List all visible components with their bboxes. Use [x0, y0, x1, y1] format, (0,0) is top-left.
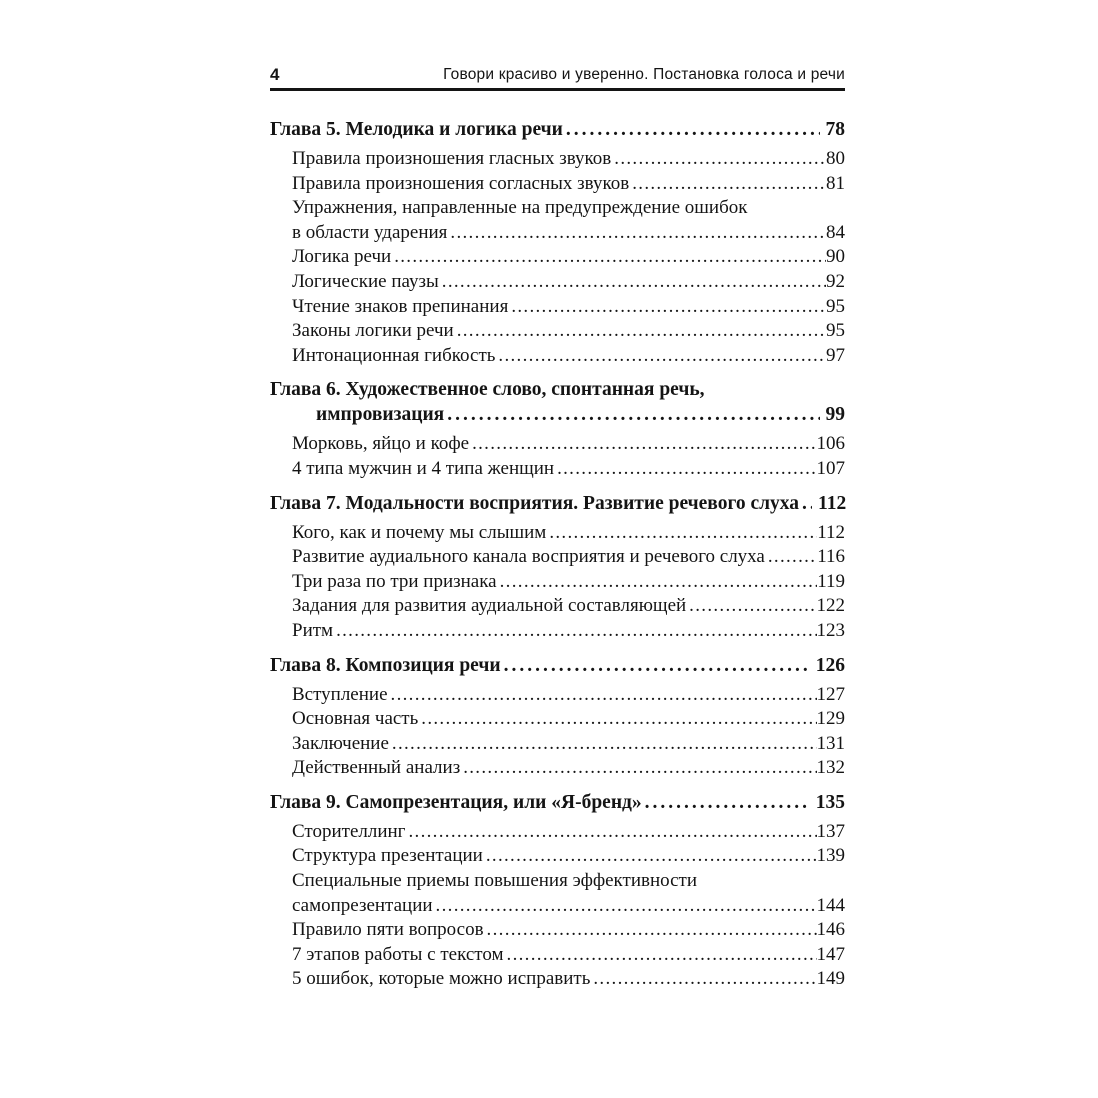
dot-leader	[645, 790, 810, 815]
running-title: Говори красиво и уверенно. Постановка голоса и речи	[443, 66, 845, 83]
dot-leader	[486, 844, 817, 869]
toc-entry-line	[270, 683, 845, 708]
toc-entry-text: Структура презентации	[292, 845, 483, 867]
toc-entry-page: 127	[816, 683, 845, 705]
toc-entry-line	[270, 869, 845, 894]
toc-entry-page: 137	[816, 820, 845, 842]
toc-entry-page: 99	[825, 404, 845, 426]
toc-entry-text: Развитие аудиального канала восприятия и речевого слуха	[292, 546, 765, 568]
toc-entry-page: 116	[817, 546, 845, 568]
toc-entry-text-continuation: импровизация	[316, 404, 445, 426]
toc-entry-text: Логические паузы	[292, 270, 439, 292]
dot-leader	[442, 270, 826, 295]
toc-entry-text: Действенный анализ	[292, 757, 461, 779]
toc-entry-text: Вступление	[292, 683, 388, 705]
toc-entry-page: 129	[816, 708, 845, 730]
toc-entry-line	[270, 756, 845, 781]
dot-leader	[507, 943, 817, 968]
toc-entry-text: Сторителлинг	[292, 820, 406, 842]
dot-leader	[472, 432, 816, 457]
toc-entry-text: Заключение	[292, 732, 389, 754]
dot-leader	[511, 295, 826, 320]
toc-entry-page: 106	[816, 433, 845, 455]
toc-entry-line	[270, 432, 845, 457]
dot-leader	[408, 820, 816, 845]
toc-entry-line	[270, 894, 845, 919]
dot-leader	[498, 344, 826, 369]
toc-entry-line	[270, 270, 845, 295]
toc-entry-page: 95	[826, 295, 845, 317]
toc-entry-line	[270, 295, 845, 320]
toc-item-entry	[270, 820, 845, 845]
dot-leader	[436, 894, 817, 919]
toc-entry-text: Специальные приемы повышения эффективности	[292, 870, 698, 892]
toc-entry-page: 97	[826, 344, 845, 366]
toc-entry-page: 92	[826, 270, 845, 292]
toc-entry-text: Глава 7. Модальности восприятия. Развитие речевого слуха	[270, 492, 800, 514]
toc-entry-page: 78	[825, 119, 845, 140]
toc-entry-page: 144	[816, 894, 845, 916]
toc-entry-text: Основная часть	[292, 708, 419, 730]
toc-entry-line	[270, 147, 845, 172]
toc-item-entry	[270, 270, 845, 295]
toc-entry-text: 7 этапов работы с текстом	[292, 943, 504, 965]
toc-item-entry	[270, 619, 845, 644]
toc-item-entry	[270, 844, 845, 869]
toc-entry-text: Три раза по три признака	[292, 570, 497, 592]
toc-entry-text: Глава 6. Художественное слово, спонтанная речь,	[270, 379, 705, 401]
toc-entry-line	[270, 319, 845, 344]
toc-item-entry	[270, 432, 845, 457]
toc-entry-text: Глава 5. Мелодика и логика речи	[270, 119, 563, 140]
toc-entry-text: Упражнения, направленные на предупреждение ошибок	[292, 197, 748, 219]
toc-entry-line	[270, 196, 845, 221]
toc-entry-line	[270, 545, 845, 570]
toc-entry-line	[270, 521, 845, 546]
toc-entry-text-continuation: самопрезентации	[292, 894, 433, 916]
toc-entry-page: 84	[826, 221, 845, 243]
toc-entry-text: 4 типа мужчин и 4 типа женщин	[292, 457, 555, 479]
toc-entry-page: 135	[815, 791, 845, 813]
dot-leader	[632, 172, 826, 197]
dot-leader	[614, 147, 826, 172]
toc-entry-line	[270, 820, 845, 845]
toc-entry-page: 112	[817, 521, 845, 543]
toc-entry-line	[270, 221, 845, 246]
dot-leader	[802, 491, 812, 516]
toc-entry-page: 112	[818, 492, 847, 514]
dot-leader	[549, 521, 817, 546]
toc-entry-line	[270, 707, 845, 732]
toc-item-entry	[270, 869, 845, 918]
toc-chapter-entry	[270, 491, 845, 516]
toc-entry-line	[270, 344, 845, 369]
toc-item-entry	[270, 245, 845, 270]
toc-entry-text: Правила произношения согласных звуков	[292, 172, 630, 194]
toc-entry-page: 147	[816, 943, 845, 965]
toc-item-entry	[270, 295, 845, 320]
toc-entry-page: 107	[816, 457, 845, 479]
toc-item-entry	[270, 196, 845, 245]
toc-item-entry	[270, 756, 845, 781]
toc-entry-text: Морковь, яйцо и кофе	[292, 433, 470, 455]
dot-leader	[557, 457, 816, 482]
toc-entry-text: Глава 9. Самопрезентация, или «Я-бренд»	[270, 791, 642, 813]
toc-entry-text: Чтение знаков препинания	[292, 295, 509, 317]
dot-leader	[463, 756, 816, 781]
toc-entry-line	[270, 172, 845, 197]
toc-entry-text: Задания для развития аудиальной составляющей	[292, 595, 687, 617]
toc-item-entry	[270, 545, 845, 570]
toc-entry-text: Логика речи	[292, 246, 392, 268]
toc-item-entry	[270, 594, 845, 619]
toc-item-entry	[270, 172, 845, 197]
toc-entry-line	[270, 245, 845, 270]
dot-leader	[504, 653, 810, 678]
toc-item-entry	[270, 707, 845, 732]
toc-entry-page: 123	[816, 619, 845, 641]
toc-item-entry	[270, 918, 845, 943]
toc-entry-line	[270, 844, 845, 869]
table-of-contents	[270, 91, 845, 992]
dot-leader	[394, 245, 826, 270]
toc-item-entry	[270, 521, 845, 546]
toc-entry-line	[270, 457, 845, 482]
toc-entry-line	[270, 967, 845, 992]
toc-entry-page: 132	[816, 757, 845, 779]
toc-entry-page: 146	[816, 919, 845, 941]
toc-entry-line	[270, 619, 845, 644]
toc-entry-page: 80	[826, 148, 845, 169]
dot-leader	[566, 117, 820, 142]
toc-chapter-entry	[270, 653, 845, 678]
dot-leader	[336, 619, 816, 644]
toc-item-entry	[270, 683, 845, 708]
toc-entry-page: 131	[816, 732, 845, 754]
toc-entry-line	[270, 377, 845, 402]
toc-entry-page: 139	[816, 845, 845, 867]
dot-leader	[487, 918, 817, 943]
toc-chapter-entry	[270, 790, 845, 815]
toc-entry-line	[270, 570, 845, 595]
toc-entry-line	[270, 491, 845, 516]
toc-item-entry	[270, 147, 845, 172]
toc-entry-text-continuation: в области ударения	[292, 221, 448, 243]
dot-leader	[447, 402, 819, 427]
toc-entry-line	[270, 790, 845, 815]
toc-item-entry	[270, 732, 845, 757]
dot-leader	[768, 545, 817, 570]
dot-leader	[421, 707, 816, 732]
dot-leader	[689, 594, 816, 619]
toc-entry-line	[270, 653, 845, 678]
dot-leader	[450, 221, 826, 246]
toc-entry-text: Кого, как и почему мы слышим	[292, 521, 547, 543]
toc-entry-line	[270, 117, 845, 142]
dot-leader	[593, 967, 816, 992]
toc-entry-text: Глава 8. Композиция речи	[270, 654, 501, 676]
toc-item-entry	[270, 457, 845, 482]
toc-chapter-entry	[270, 377, 845, 427]
toc-entry-text: Правило пяти вопросов	[292, 919, 484, 941]
toc-item-entry	[270, 570, 845, 595]
toc-item-entry	[270, 344, 845, 369]
toc-entry-line	[270, 943, 845, 968]
toc-entry-page: 119	[817, 570, 845, 592]
dot-leader	[457, 319, 826, 344]
toc-entry-page: 122	[816, 595, 845, 617]
toc-entry-text: Ритм	[292, 619, 334, 641]
toc-entry-text: Интонационная гибкость	[292, 344, 496, 366]
toc-entry-line	[270, 594, 845, 619]
dot-leader	[500, 570, 818, 595]
toc-entry-page: 126	[815, 654, 845, 676]
dot-leader	[392, 732, 817, 757]
toc-entry-page: 90	[826, 246, 845, 268]
toc-item-entry	[270, 943, 845, 968]
toc-entry-page: 95	[826, 320, 845, 342]
toc-item-entry	[270, 967, 845, 992]
running-header	[270, 66, 845, 91]
toc-entry-text: Законы логики речи	[292, 320, 454, 342]
toc-entry-line	[270, 402, 845, 427]
toc-entry-page: 81	[826, 172, 845, 194]
toc-entry-line	[270, 918, 845, 943]
toc-entry-page: 149	[816, 968, 845, 990]
page-content	[270, 66, 845, 992]
toc-entry-text: Правила произношения гласных звуков	[292, 148, 612, 169]
page-number: 4	[270, 65, 280, 84]
toc-chapter-entry	[270, 117, 845, 142]
toc-item-entry	[270, 319, 845, 344]
toc-entry-line	[270, 732, 845, 757]
toc-entry-text: 5 ошибок, которые можно исправить	[292, 968, 591, 990]
dot-leader	[391, 683, 817, 708]
